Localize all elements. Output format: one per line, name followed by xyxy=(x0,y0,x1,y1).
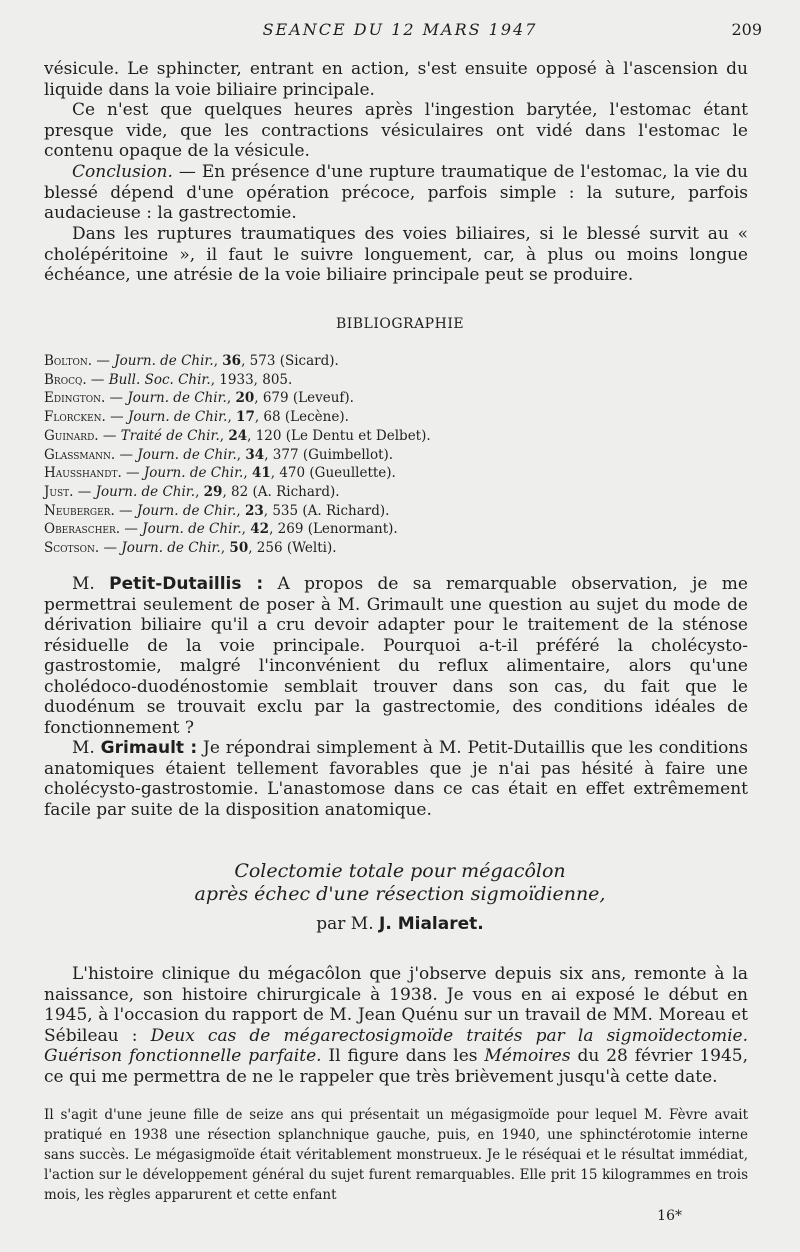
speaker-petit-dutaillis: Petit-Dutaillis : xyxy=(109,574,264,594)
bibliography-entry xyxy=(44,389,644,408)
bib-volume: 50 xyxy=(229,540,249,557)
bib-journal: Traité de Chir. xyxy=(120,427,220,444)
article-p1-a: L'histoire clinique du mégacôlon que j'observe depuis six ans, remonte à la naissance, son histoire chirurgicale à 1938. Je vous en ai exposé le début en 1945, à l'occasion du rapport de M. Jean Quénu sur un travail de MM. Moreau et Sébileau : xyxy=(44,964,748,1046)
bibliography-entry xyxy=(44,352,644,371)
paragraph-conclusion xyxy=(44,162,748,224)
bib-rest: , 470 (Gueullette). xyxy=(270,465,396,482)
bib-journal: Bull. Soc. Chir. xyxy=(108,371,211,388)
bib-comma: , xyxy=(227,409,237,426)
article-title-line-1: Colectomie totale pour mégacôlon xyxy=(234,860,566,882)
bib-comma: , xyxy=(219,427,229,444)
discussion-answer xyxy=(44,738,748,820)
bibliography-entry xyxy=(44,408,644,427)
bib-author: Scotson. xyxy=(44,540,100,557)
bib-comma: , xyxy=(195,483,204,500)
bib-journal: Journ. de Chir. xyxy=(127,390,227,407)
bibliography-entry xyxy=(44,502,644,521)
bib-separator: — xyxy=(105,409,128,426)
signature-mark: 16* xyxy=(657,1208,682,1224)
question-text: A propos de sa remarquable observation, je me permettrai seulement de poser à M. Grimault une question au sujet du mode de dérivation biliaire qu'il a cru devoir adapter pour le traitement de la sténose résiduelle de la voie principale. Pourquoi a-t-il préféré la cholécysto-gastrostomie, malgré l'inconvénient du reflux alimentaire, alors qu'une cholédoco-duodénostomie semblait trouver dans son cas, du fait que le duodénum se trouvait exclu par la gastrectomie, des conditions idéales de fonctionnement ? xyxy=(44,574,748,738)
article-p1-b: Il figure dans les xyxy=(321,1046,485,1066)
bib-journal: Journ. de Chir. xyxy=(143,465,244,482)
paragraph-2 xyxy=(44,100,748,162)
bib-rest: , 68 (Lecène). xyxy=(254,409,349,426)
bib-author: Bolton. xyxy=(44,353,93,369)
bibliography-heading: BIBLIOGRAPHIE xyxy=(335,316,465,332)
bib-volume: 36 xyxy=(222,353,242,369)
paragraph-1: vésicule. Le sphincter, entrant en action, s'est ensuite opposé à l'ascension du liquide dans la voie biliaire principale. xyxy=(44,59,748,100)
conclusion-label: Conclusion. xyxy=(72,162,173,182)
bib-volume: 20 xyxy=(235,390,255,407)
bib-separator: — xyxy=(73,483,96,500)
bibliography-entry xyxy=(44,520,644,539)
running-header xyxy=(0,18,800,42)
article-paragraph-2 xyxy=(44,1105,748,1205)
bib-rest: , 256 (Welti). xyxy=(248,540,337,557)
bib-separator: — xyxy=(98,427,121,444)
bib-comma: , xyxy=(236,446,246,463)
bib-author: Glassmann. xyxy=(44,446,116,463)
article-byline xyxy=(0,914,800,934)
paragraph-2-text: Ce n'est que quelques heures après l'ingestion barytée, l'estomac étant presque vide, que les contractions vésiculaires ont vidé dans l'estomac le contenu opaque de la vésicule. xyxy=(44,100,748,161)
bib-journal: Journ. de Chir. xyxy=(136,502,237,519)
memoires-word: Mémoires xyxy=(484,1046,571,1066)
bib-author: Oberascher. xyxy=(44,521,121,538)
bib-author: Guinard. xyxy=(44,427,99,444)
bib-volume: 17 xyxy=(236,409,255,426)
answer-prefix: M. xyxy=(72,738,101,758)
bib-volume: 23 xyxy=(244,502,264,519)
article-title-line-2: après échec d'une résection sigmoïdienne, xyxy=(194,883,606,905)
byline-prefix: par M. xyxy=(316,914,380,934)
bib-journal: Journ. de Chir. xyxy=(121,540,221,557)
bib-author: Just. xyxy=(44,483,74,500)
bib-journal: Journ. de Chir. xyxy=(114,353,214,369)
bib-volume: 34 xyxy=(245,446,265,463)
bib-comma: , xyxy=(220,540,230,557)
bibliography-list xyxy=(44,352,644,558)
bib-author: Florcken. xyxy=(44,409,106,426)
bib-author: Edington. xyxy=(44,390,106,407)
bib-comma: , xyxy=(236,502,245,519)
bib-comma: , xyxy=(226,390,236,407)
bib-journal: Journ. de Chir. xyxy=(137,446,237,463)
bib-journal: Journ. de Chir. xyxy=(95,483,196,500)
bib-rest: , 573 (Sicard). xyxy=(241,353,339,369)
bib-volume: 42 xyxy=(250,521,270,538)
bib-rest: , 679 (Leveuf). xyxy=(254,390,354,407)
bib-rest: , 120 (Le Dentu et Delbet). xyxy=(247,427,431,444)
bib-rest: , 535 (A. Richard). xyxy=(263,502,390,519)
bib-separator: — xyxy=(115,446,138,463)
bib-rest: 1933, 805. xyxy=(219,371,293,388)
bibliography-entry xyxy=(44,446,644,465)
bib-volume: 29 xyxy=(203,483,223,500)
bib-separator: — xyxy=(121,465,144,482)
bibliography-entry xyxy=(44,427,644,446)
paragraph-4 xyxy=(44,224,748,286)
bib-journal: Journ. de Chir. xyxy=(142,521,242,538)
bib-comma: , xyxy=(243,465,252,482)
article-p1-c: du 28 février 1945, ce qui me permettra de ne le rappeler que très brièvement jusqu'à cette date. xyxy=(44,1046,748,1087)
page-number: 209 xyxy=(731,20,762,39)
question-prefix: M. xyxy=(72,574,110,594)
article-p2-text: Il s'agit d'une jeune fille de seize ans qui présentait un mégasigmoïde pour lequel M. Fèvre avait pratiqué en 1938 une résection splanchnique gauche, puis, en 1940, une sphinctérotomie interne sans succès. Le mégasigmoïde était véritablement monstrueux. Je le réséquai et le résultat immédiat, l'action sur le développement général du sujet furent remarquables. Elle prit 15 kilogrammes en trois mois, les règles apparurent et cette enfant xyxy=(44,1107,748,1203)
bib-rest: , 269 (Lenormant). xyxy=(269,521,398,538)
bib-separator: — xyxy=(86,371,109,388)
discussion-question xyxy=(44,574,748,738)
bib-comma: , xyxy=(213,353,223,369)
bib-separator: — xyxy=(105,390,128,407)
bib-author: Neuberger. xyxy=(44,502,115,519)
conclusion-text: — En présence d'une rupture traumatique de l'estomac, la vie du blessé dépend d'une opération précoce, parfois simple : la suture, parfois audacieuse : la gastrectomie. xyxy=(44,162,748,223)
bibliography-entry xyxy=(44,483,644,502)
bib-author: Hausshandt. xyxy=(44,465,122,482)
bib-separator: — xyxy=(99,540,122,557)
bibliography-entry xyxy=(44,371,644,390)
answer-text: Je répondrai simplement à M. Petit-Dutaillis que les conditions anatomiques étaient tellement favorables que je n'ai pas hésité à faire une cholécysto-gastrostomie. L'anastomose dans ce cas était en effet extrêmement facile par suite de la disposition anatomique. xyxy=(44,738,748,820)
cited-work-title: Deux cas de mégarectosigmoïde traités par la sigmoïdectomie. Guérison fonctionnelle parfaite. xyxy=(44,1025,748,1066)
bib-journal: Journ. de Chir. xyxy=(127,409,228,426)
bib-volume: 24 xyxy=(228,427,248,444)
bib-volume: 41 xyxy=(251,465,271,482)
bib-comma: , xyxy=(241,521,251,538)
bib-separator: — xyxy=(92,353,115,369)
bib-separator: — xyxy=(114,502,137,519)
article-paragraph-1 xyxy=(44,964,748,1087)
header-title: SEANCE DU 12 MARS 1947 xyxy=(262,20,538,39)
bib-rest: , 377 (Guimbellot). xyxy=(264,446,394,463)
bib-rest: , 82 (A. Richard). xyxy=(222,483,340,500)
speaker-grimault: Grimault : xyxy=(100,738,198,758)
bibliography-entry xyxy=(44,539,644,558)
article-author: J. Mialaret. xyxy=(379,914,484,934)
bib-separator: — xyxy=(120,521,143,538)
bib-author: Brocq. xyxy=(44,371,87,388)
bib-comma: , xyxy=(210,371,220,388)
paragraph-4-text: Dans les ruptures traumatiques des voies biliaires, si le blessé survit au « cholépéritoine », il faut le suivre longuement, car, à plus ou moins longue échéance, une atrésie de la voie biliaire principale peut se produire. xyxy=(44,224,748,285)
bibliography-entry xyxy=(44,464,644,483)
